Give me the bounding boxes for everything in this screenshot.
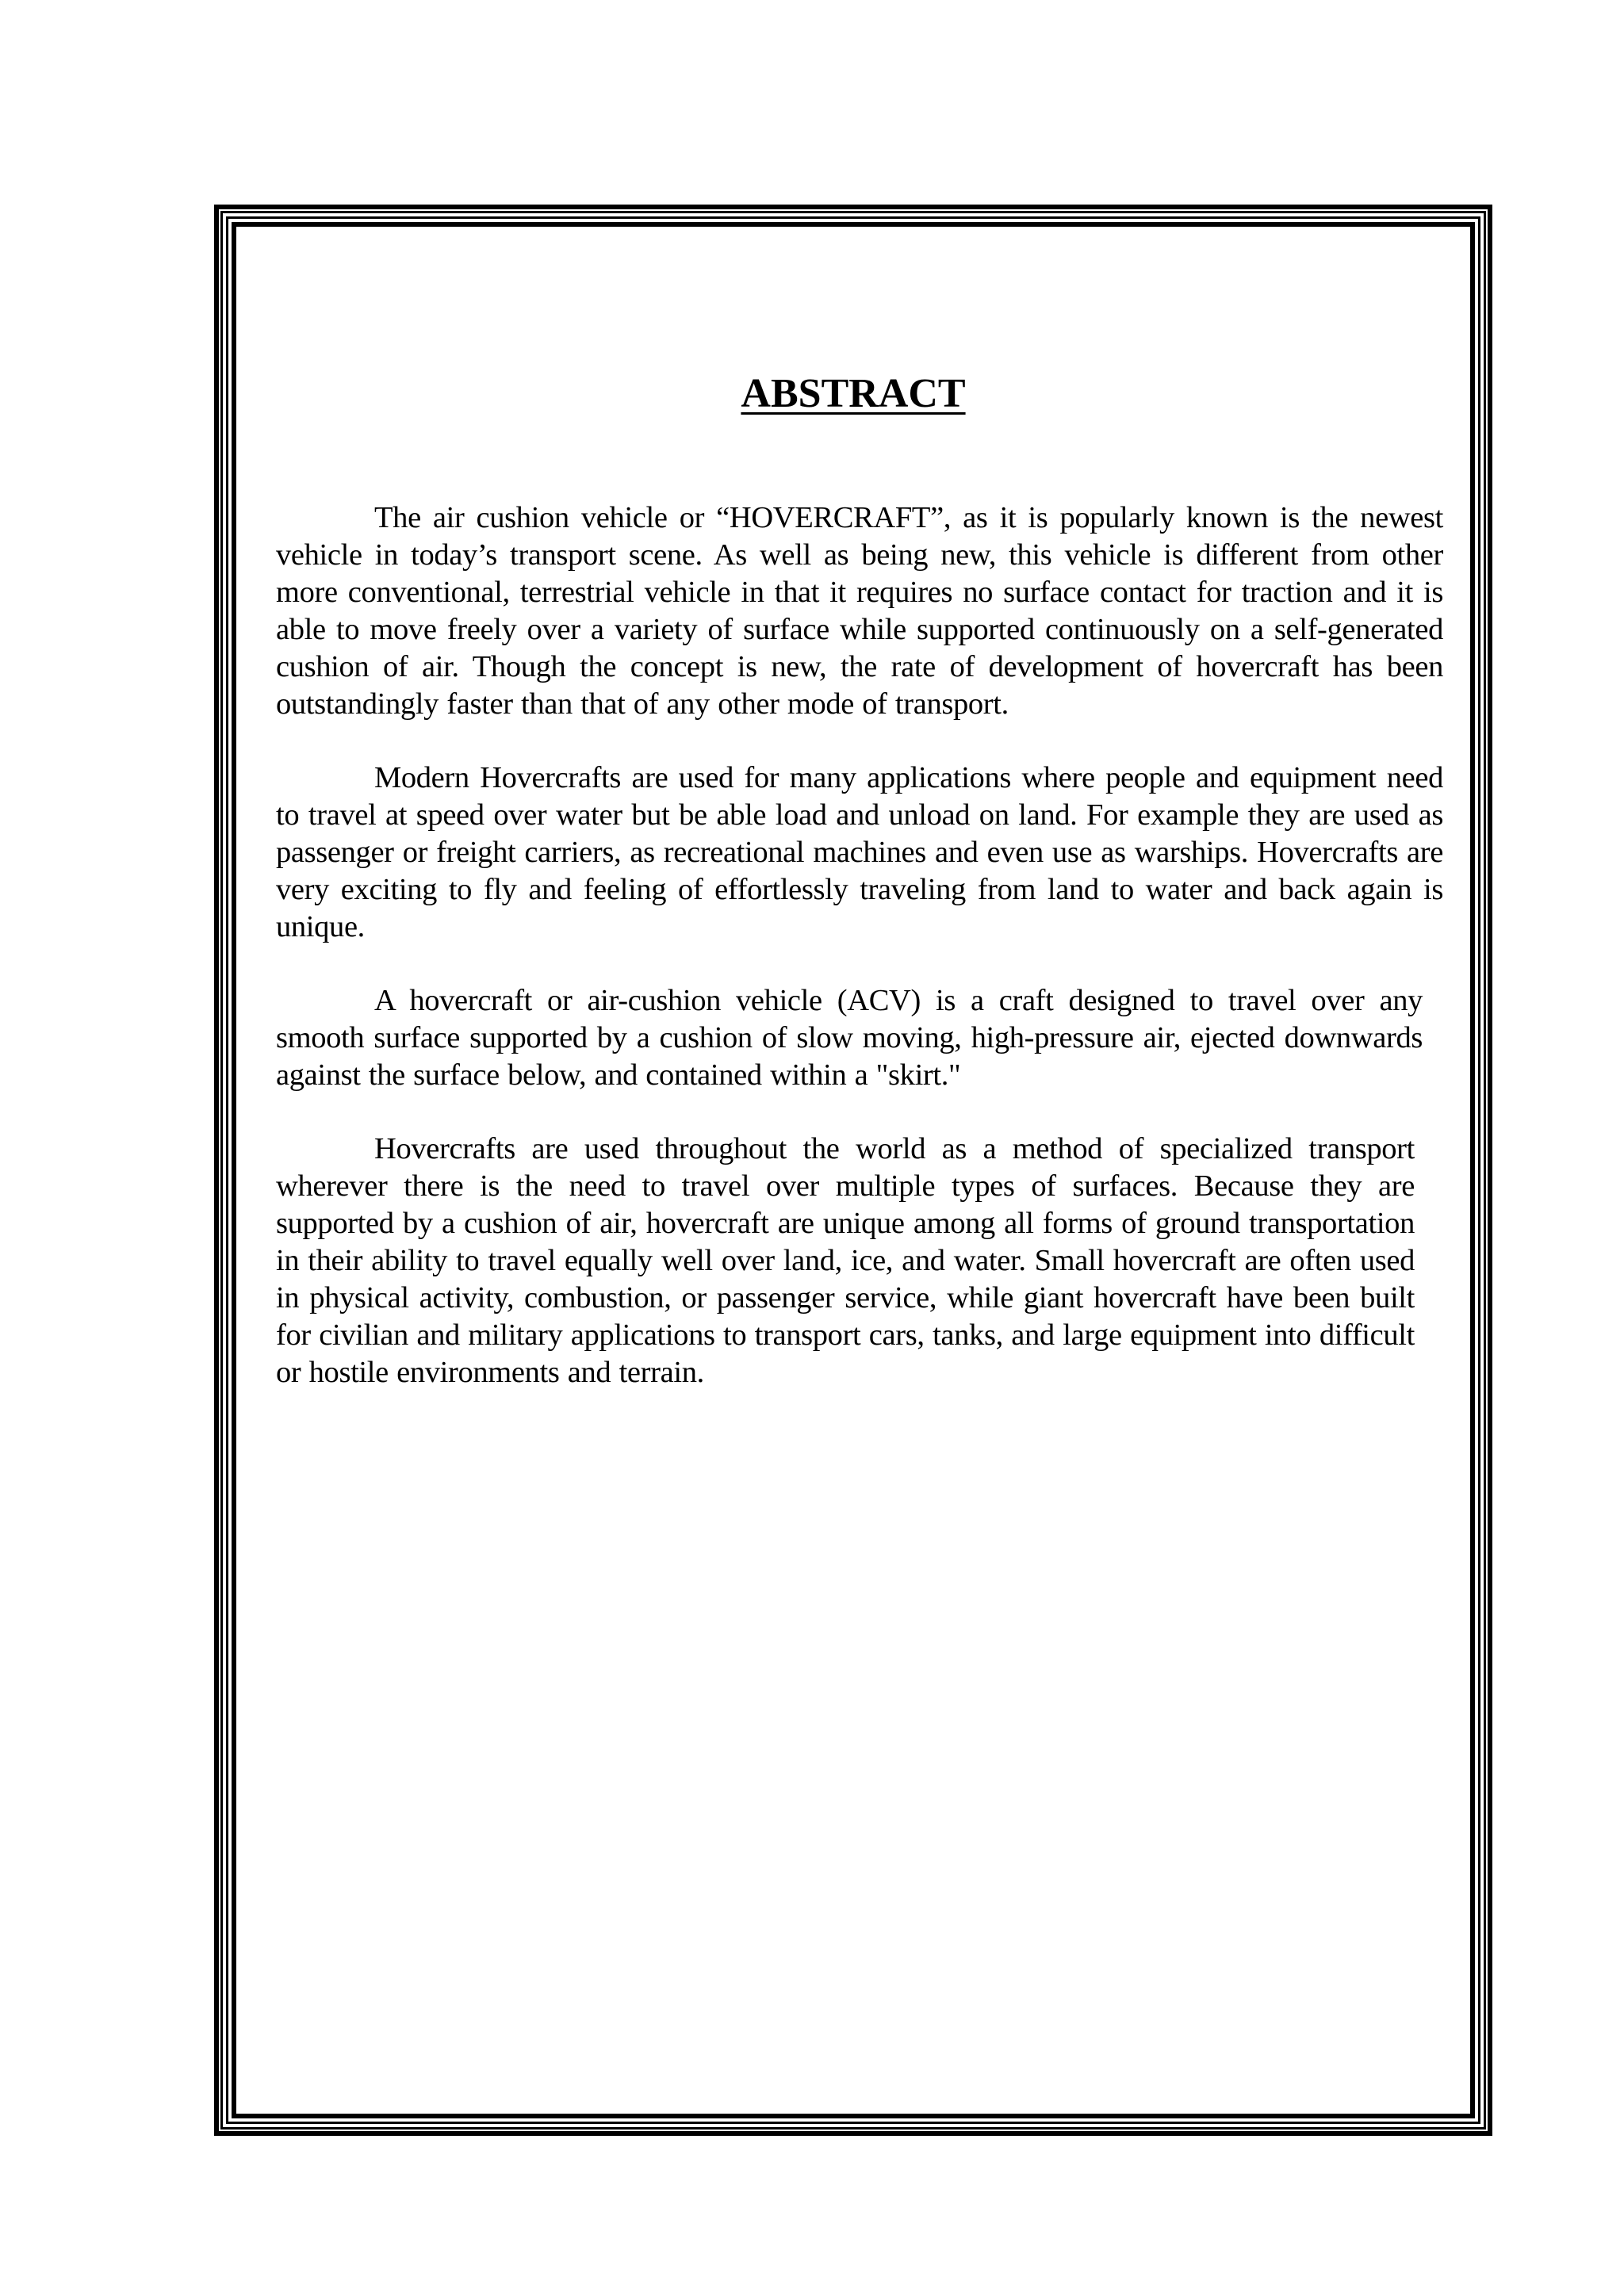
paragraph-1: The air cushion vehicle or “HOVERCRAFT”, as it is popularly known is the newest vehicle in today’s transport scene. As well as being new, this vehicle is different from other more conventional, terrestrial vehicle in that it requires no surface contact for traction and it is able to move freely over a variety of surface while supported continuously on a self-generated cushion of air. Though the concept is new, the rate of development of hovercraft has been outstandingly faster than that of any other mode of transport.: [276, 501, 1443, 721]
abstract-body: [276, 499, 1443, 1428]
paragraph-4: Hovercrafts are used throughout the world as a method of specialized transport wherever there is the need to travel over multiple types of surfaces. Because they are supported by a cushion of air, hovercraft are unique among all forms of ground transportation in their ability to travel equally well over land, ice, and water. Small hovercraft are often used in physical activity, combustion, or passenger service, while giant hovercraft have been built for civilian and military applications to transport cars, tanks, and large equipment into difficult or hostile environments and terrain.: [276, 1132, 1415, 1389]
page-title-wrapper: [214, 369, 1492, 419]
page-title: ABSTRACT: [741, 371, 966, 416]
paragraph-2: Modern Hovercrafts are used for many applications where people and equipment need to travel at speed over water but be able load and unload on land. For example they are used as passenger or freight carriers, as recreational machines and even use as warships. Hovercrafts are very exciting to fly and feeling of effortlessly traveling from land to water and back again is unique.: [276, 761, 1443, 943]
paragraph-3: A hovercraft or air-cushion vehicle (ACV) is a craft designed to travel over any smooth surface supported by a cushion of slow moving, high-pressure air, ejected downwards against the surface below, and contained within a "skirt.": [276, 984, 1423, 1092]
